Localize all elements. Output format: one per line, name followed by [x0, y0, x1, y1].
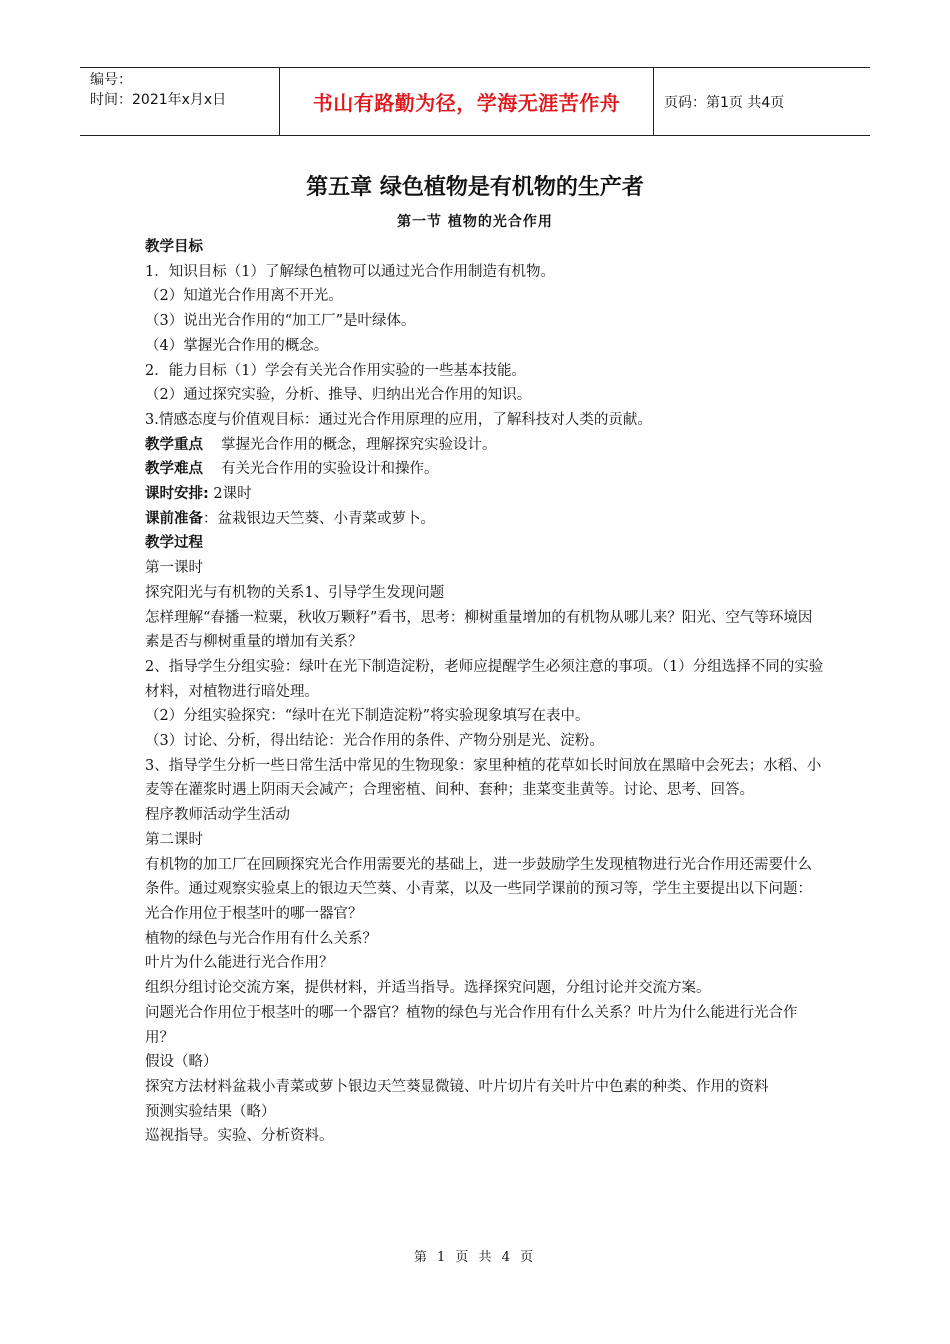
paragraph: 探究方法材料盆栽小青菜或萝卜银边天竺葵显微镜、叶片切片有关叶片中色素的种类、作用的资料: [145, 1078, 769, 1095]
header-motto: 书山有路勤为径，学海无涯苦作舟: [312, 91, 621, 115]
paragraph: （2）通过探究实验，分析、推导、归纳出光合作用的知识。: [145, 387, 532, 404]
preparation: [145, 507, 825, 532]
paragraph: 程序教师活动学生活动: [145, 807, 290, 824]
paragraph: 问题光合作用位于根茎叶的哪一个器官？植物的绿色与光合作用有什么关系？叶片为什么能进行光合作用？: [145, 1004, 798, 1046]
paragraph: 第二课时: [145, 831, 203, 848]
class-hours-text: 2课时: [208, 486, 252, 503]
process-heading: 教学过程: [145, 535, 203, 552]
header-page-cell: [654, 68, 870, 135]
paragraph: 巡视指导。实验、分析资料。: [145, 1128, 334, 1145]
document-date: 时间：2021年x月x日: [90, 92, 227, 108]
difficult-points-text: 有关光合作用的实验设计和操作。: [221, 461, 439, 478]
paragraph: 预测实验结果（略）: [145, 1103, 276, 1120]
document-number-label: 编号：: [90, 72, 132, 88]
paragraph: （2）知道光合作用离不开光。: [145, 288, 343, 305]
header-motto-cell: [280, 68, 654, 135]
chapter-title: 第五章 绿色植物是有机物的生产者: [306, 175, 644, 200]
paragraph: 2、指导学生分组实验：绿叶在光下制造淀粉，老师应提醒学生必须注意的事项。（1）分组选择不同的实验材料，对植物进行暗处理。: [145, 658, 824, 700]
difficult-points-label: 教学难点: [145, 461, 203, 478]
paragraph: （4）掌握光合作用的概念。: [145, 337, 329, 354]
paragraph: 光合作用位于根茎叶的哪一器官？: [145, 905, 363, 922]
header-page-number: 页码：第1页 共4页: [664, 94, 785, 111]
paragraph: （3）讨论、分析，得出结论：光合作用的条件、产物分别是光、淀粉。: [145, 733, 604, 750]
page-footer: 第 1 页 共 4 页: [413, 1250, 537, 1265]
paragraph: （2）分组实验探究：“绿叶在光下制造淀粉”将实验现象填写在表中。: [145, 708, 590, 725]
key-points-label: 教学重点: [145, 436, 203, 453]
paragraph: 组织分组讨论交流方案，提供材料，并适当指导。选择探究问题，分组讨论并交流方案。: [145, 980, 711, 997]
document-body: [145, 235, 825, 1149]
paragraph: 探究阳光与有机物的关系1、引导学生发现问题: [145, 584, 445, 601]
paragraph: 假设（略）: [145, 1054, 218, 1071]
class-hours: [145, 482, 825, 507]
preparation-text: ：盆栽银边天竺葵、小青菜或萝卜。: [203, 510, 435, 527]
paragraph: 植物的绿色与光合作用有什么关系？: [145, 930, 377, 947]
section-title: 第一节 植物的光合作用: [397, 214, 553, 230]
header-table: [80, 67, 870, 136]
difficult-points: [145, 457, 825, 482]
header-meta-cell: [80, 68, 280, 135]
paragraph: 3、指导学生分析一些日常生活中常见的生物现象：家里种植的花草如长时间放在黑暗中会死去；水稻、小麦等在灌浆时遇上阴雨天会减产；合理密植、间种、套种；韭菜变韭黄等。讨论、思考、回答。: [145, 757, 822, 799]
paragraph: 2．能力目标（1）学会有关光合作用实验的一些基本技能。: [145, 362, 526, 379]
paragraph: 第一课时: [145, 560, 203, 577]
goals-heading: 教学目标: [145, 239, 203, 255]
paragraph: 叶片为什么能进行光合作用？: [145, 955, 334, 972]
preparation-label: 课前准备: [145, 510, 203, 527]
key-points-text: 掌握光合作用的概念，理解探究实验设计。: [221, 436, 497, 453]
key-points: [145, 433, 825, 458]
class-hours-label: 课时安排:: [145, 486, 209, 503]
paragraph: （3）说出光合作用的“加工厂”是叶绿体。: [145, 313, 416, 330]
paragraph: 有机物的加工厂在回顾探究光合作用需要光的基础上，进一步鼓励学生发现植物进行光合作用还需要什么条件。通过观察实验桌上的银边天竺葵、小青菜，以及一些同学课前的预习等，学生主要提出以下问题：: [145, 856, 812, 898]
paragraph: 3.情感态度与价值观目标：通过光合作用原理的应用，了解科技对人类的贡献。: [145, 411, 652, 428]
paragraph: 1．知识目标（1）了解绿色植物可以通过光合作用制造有机物。: [145, 263, 555, 280]
paragraph: 怎样理解“春播一粒粟，秋收万颗籽”看书，思考：柳树重量增加的有机物从哪儿来？阳光、空气等环境因素是否与柳树重量的增加有关系？: [145, 609, 813, 651]
